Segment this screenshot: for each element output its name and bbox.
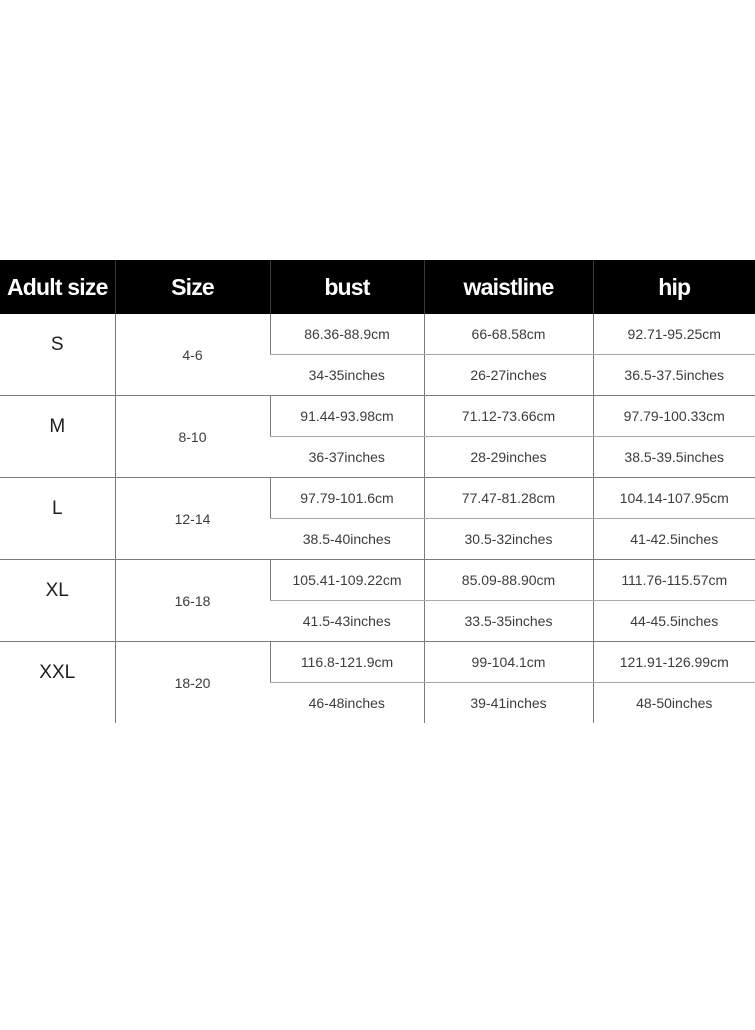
hip-inches-cell: 41-42.5inches: [593, 519, 755, 560]
adult-size-cell: S: [0, 314, 115, 396]
size-range-cell: 16-18: [115, 560, 270, 642]
bust-cm-cell: 97.79-101.6cm: [270, 478, 424, 519]
size-range-cell: 4-6: [115, 314, 270, 396]
size-range-cell: 12-14: [115, 478, 270, 560]
adult-size-cell: XL: [0, 560, 115, 642]
adult-size-cell: M: [0, 396, 115, 478]
header-waistline: waistline: [424, 260, 593, 314]
bust-cm-cell: 91.44-93.98cm: [270, 396, 424, 437]
table-row: [0, 314, 755, 355]
bust-inches-cell: 46-48inches: [308, 695, 385, 711]
bust-inches-cell: 34-35inches: [270, 355, 424, 396]
bust-cm-cell: 86.36-88.9cm: [270, 314, 424, 355]
size-chart-table: [0, 260, 755, 723]
waist-inches-cell: 28-29inches: [424, 437, 593, 478]
bust-inches-cell: 38.5-40inches: [270, 519, 424, 560]
size-chart-header: [0, 260, 755, 314]
adult-size-cell: L: [0, 478, 115, 560]
table-row: [0, 478, 755, 519]
waist-inches-cell: 39-41inches: [424, 683, 593, 724]
hip-inches-cell: 38.5-39.5inches: [593, 437, 755, 478]
header-size: Size: [115, 260, 270, 314]
table-row: [0, 560, 755, 601]
table-row: [0, 396, 755, 437]
size-range-cell: 18-20: [115, 642, 270, 724]
hip-inches-cell: 48-50inches: [593, 683, 755, 724]
hip-inches-cell: 44-45.5inches: [593, 601, 755, 642]
size-range-cell: 8-10: [115, 396, 270, 478]
hip-cm-cell: 111.76-115.57cm: [593, 560, 755, 601]
bust-inches-cell: 36-37inches: [270, 437, 424, 478]
hip-cm-cell: 104.14-107.95cm: [593, 478, 755, 519]
header-hip: hip: [593, 260, 755, 314]
hip-cm-cell: 97.79-100.33cm: [593, 396, 755, 437]
waist-inches-cell: 26-27inches: [424, 355, 593, 396]
waist-cm-cell: 71.12-73.66cm: [424, 396, 593, 437]
table-row: [0, 642, 755, 683]
waist-cm-cell: 99-104.1cm: [424, 642, 593, 683]
adult-size-cell: XXL: [39, 662, 76, 683]
bust-inches-cell: 41.5-43inches: [270, 601, 424, 642]
waist-cm-cell: 85.09-88.90cm: [424, 560, 593, 601]
bust-cm-cell: 105.41-109.22cm: [270, 560, 424, 601]
bust-cm-cell: 116.8-121.9cm: [270, 642, 424, 683]
waist-cm-cell: 77.47-81.28cm: [424, 478, 593, 519]
waist-cm-cell: 66-68.58cm: [424, 314, 593, 355]
header-row: [0, 260, 755, 314]
size-chart-body: [0, 314, 755, 723]
header-bust: bust: [270, 260, 424, 314]
waist-inches-cell: 30.5-32inches: [424, 519, 593, 560]
header-adult-size: Adult size: [0, 260, 115, 314]
hip-cm-cell: 92.71-95.25cm: [593, 314, 755, 355]
hip-cm-cell: 121.91-126.99cm: [593, 642, 755, 683]
hip-inches-cell: 36.5-37.5inches: [593, 355, 755, 396]
waist-inches-cell: 33.5-35inches: [424, 601, 593, 642]
